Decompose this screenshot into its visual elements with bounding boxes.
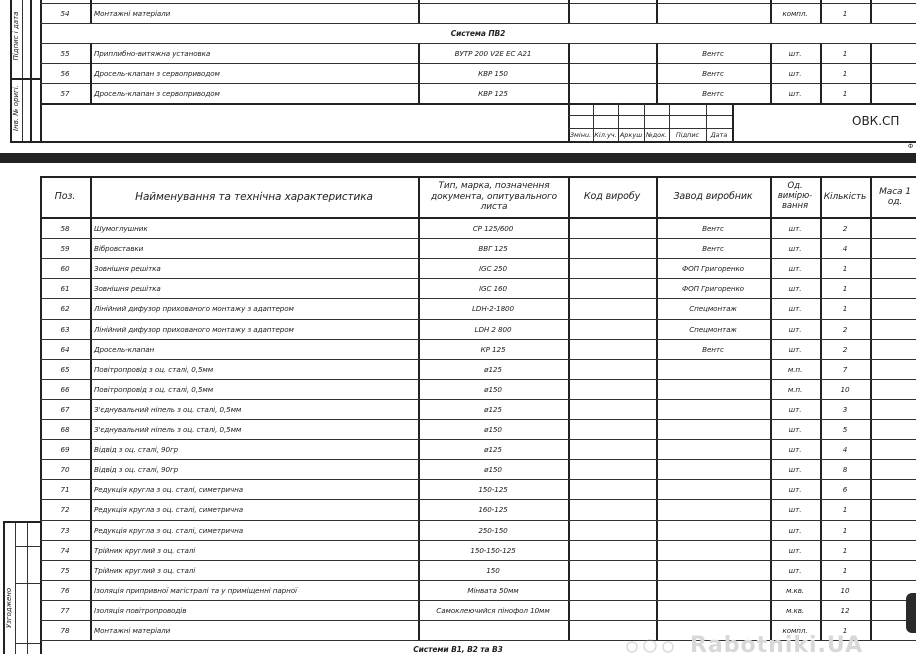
header-unit xyxy=(770,177,820,217)
row-qty: 1 xyxy=(842,505,848,515)
row-qty: 4 xyxy=(842,244,848,254)
row-unit: шт. xyxy=(788,224,802,234)
header-name: Найменування та технічна характеристика xyxy=(135,190,373,203)
col-line xyxy=(656,0,658,23)
top-sheet xyxy=(0,0,916,152)
section-heading: Система ПВ2 xyxy=(450,29,506,38)
col-line xyxy=(568,0,570,23)
watermark: Rabotniki.UA xyxy=(690,633,864,658)
row-name: Дросель-клапан з сервоприводом xyxy=(94,69,220,78)
row-pos: 71 xyxy=(60,485,70,495)
row-maker: Вентс xyxy=(702,89,724,98)
side-stamp-border xyxy=(30,0,32,141)
row-name: Ізоляція припривної магістралі та у приміщенні парної xyxy=(94,585,297,595)
header-pos: Поз. xyxy=(54,190,76,202)
row-unit: компл. xyxy=(782,9,808,18)
header-mass: Маса 1 од. xyxy=(879,186,911,207)
row-pos: 70 xyxy=(60,465,70,475)
row-maker xyxy=(656,561,770,580)
row-type: 150 xyxy=(486,565,500,575)
row-qty: 2 xyxy=(842,344,848,354)
row-unit: шт. xyxy=(788,545,802,555)
header-qty: Кількість xyxy=(823,191,867,202)
format-mark: Ф xyxy=(908,143,914,150)
row-type: IGC 250 xyxy=(478,264,507,274)
row-unit: м.п. xyxy=(787,364,803,374)
row-maker xyxy=(656,500,770,519)
row-qty: 5 xyxy=(842,425,848,435)
row-name: Відвід з оц. сталі, 90гр xyxy=(94,465,179,475)
stamp-approved-label: Узгоджено xyxy=(5,587,13,629)
row-qty: 1 xyxy=(842,89,848,98)
row-qty: 1 xyxy=(842,565,848,575)
row-maker xyxy=(656,541,770,560)
tb-label-signature: Підпис xyxy=(675,131,700,139)
stamp-line xyxy=(3,521,40,523)
row-maker: Вентс xyxy=(702,49,724,58)
row-qty: 2 xyxy=(842,224,848,234)
row-unit: шт. xyxy=(788,344,802,354)
row-type: IGC 160 xyxy=(478,284,507,294)
row-unit: м.кв. xyxy=(785,605,805,615)
row-name: Монтажні матеріали xyxy=(94,626,171,636)
row-qty: 1 xyxy=(842,545,848,555)
tb-label-count: Кіл.уч. xyxy=(594,131,617,139)
row-pos: 74 xyxy=(60,545,70,555)
row-maker: Вентс xyxy=(702,344,724,354)
row-pos: 54 xyxy=(60,9,70,18)
row-type: LDH-2-1800 xyxy=(472,304,514,314)
row-name: Трійник круглий з оц. сталі xyxy=(94,565,196,575)
row-qty: 6 xyxy=(842,485,848,495)
row-type: Самоклеючийся пінофол 10мм xyxy=(436,605,550,615)
row-unit: шт. xyxy=(788,304,802,314)
row-qty: 1 xyxy=(842,626,848,636)
row-pos: 73 xyxy=(60,525,70,535)
row-pos: 56 xyxy=(60,69,70,78)
row-type: ø150 xyxy=(484,425,502,435)
row-unit: компл. xyxy=(782,626,808,636)
side-stamp-signature-date: Підпис і дата xyxy=(12,11,20,61)
row-pos: 58 xyxy=(60,224,70,234)
row-qty: 8 xyxy=(842,465,848,475)
row-name: Зовнішня решітка xyxy=(94,284,161,294)
row-pos: 67 xyxy=(60,404,70,414)
tb-label-date: Дата xyxy=(710,131,728,139)
row-line xyxy=(40,103,916,105)
row-name: З'єднувальний ніпель з оц. сталі, 0,5мм xyxy=(94,404,242,414)
row-maker: ФОП Григоренко xyxy=(682,264,744,274)
row-type: 250-150 xyxy=(478,525,508,535)
row-qty: 10 xyxy=(840,585,850,595)
row-pos: 75 xyxy=(60,565,70,575)
row-pos: 72 xyxy=(60,505,70,515)
col-line xyxy=(418,0,420,23)
row-maker xyxy=(656,581,770,600)
stamp-line xyxy=(27,521,28,654)
row-unit: шт. xyxy=(788,505,802,515)
row-unit: шт. xyxy=(788,89,802,98)
row-type: ø125 xyxy=(484,404,502,414)
col-line xyxy=(568,176,570,640)
row-unit: шт. xyxy=(788,284,802,294)
col-line xyxy=(870,0,872,23)
side-stamp-divider xyxy=(22,0,23,141)
row-type: 160-125 xyxy=(478,505,508,515)
tb-line xyxy=(568,115,732,116)
row-name: Шумоглушник xyxy=(94,224,148,234)
row-type: КР 125 xyxy=(480,344,506,354)
row-unit: шт. xyxy=(788,244,802,254)
row-qty: 10 xyxy=(840,384,850,394)
row-unit: м.кв. xyxy=(785,585,805,595)
row-unit: шт. xyxy=(788,485,802,495)
row-qty: 3 xyxy=(842,404,848,414)
row-type: 150-150-125 xyxy=(470,545,516,555)
row-unit: м.п. xyxy=(787,384,803,394)
row-type xyxy=(418,621,568,640)
row-name: Повітропровід з оц. сталі, 0,5мм xyxy=(94,384,214,394)
sheet-bottom-line xyxy=(10,141,916,143)
scrollbar-handle[interactable] xyxy=(906,593,916,633)
row-type: КВР 150 xyxy=(478,69,508,78)
row-qty: 12 xyxy=(840,605,850,615)
row-pos: 76 xyxy=(60,585,70,595)
row-pos: 55 xyxy=(60,49,70,58)
tb-line xyxy=(732,103,734,141)
watermark-workers-icon xyxy=(620,638,680,654)
stamp-line xyxy=(15,583,40,584)
row-type: ВВГ 125 xyxy=(478,244,508,254)
row-type: СР 125/600 xyxy=(472,224,514,234)
row-pos: 77 xyxy=(60,605,70,615)
row-pos: 62 xyxy=(60,304,70,314)
row-pos: 60 xyxy=(60,264,70,274)
col-line xyxy=(870,176,872,640)
page-separator xyxy=(0,153,916,163)
row-type: LDH 2 800 xyxy=(474,324,512,334)
header-unit-line1: Од. вимірю- xyxy=(777,181,813,202)
row-name: З'єднувальний ніпель з оц. сталі, 0,5мм xyxy=(94,425,242,435)
row-name: Приплибно-витяжна установка xyxy=(94,49,211,58)
row-qty: 1 xyxy=(842,525,848,535)
row-pos: 66 xyxy=(60,384,70,394)
row-maker: Спецмонтаж xyxy=(689,324,737,334)
row-unit: шт. xyxy=(788,324,802,334)
row-unit: шт. xyxy=(788,425,802,435)
row-type: Мінвата 50мм xyxy=(467,585,519,595)
row-maker xyxy=(656,601,770,620)
row-name: Зовнішня решітка xyxy=(94,264,161,274)
section-heading: Системи В1, В2 та В3 xyxy=(413,644,503,654)
row-name: Вібровставки xyxy=(94,244,144,254)
row-pos: 63 xyxy=(60,324,70,334)
row-unit: шт. xyxy=(788,445,802,455)
row-pos: 57 xyxy=(60,89,70,98)
row-unit: шт. xyxy=(788,565,802,575)
header-type: Тип, марка, позначення документа, опитувального листа xyxy=(430,181,558,213)
row-maker: Вентс xyxy=(702,69,724,78)
row-name: Відвід з оц. сталі, 90гр xyxy=(94,445,179,455)
row-qty: 1 xyxy=(842,304,848,314)
tb-line xyxy=(568,128,732,129)
tb-label-docno: №док. xyxy=(645,131,668,139)
row-type: КВР 125 xyxy=(478,89,508,98)
bottom-sheet xyxy=(0,163,916,658)
row-name: Дросель-клапан з сервоприводом xyxy=(94,89,220,98)
row-pos: 65 xyxy=(60,364,70,374)
row-pos: 64 xyxy=(60,344,70,354)
row-pos: 69 xyxy=(60,445,70,455)
row-unit: шт. xyxy=(788,404,802,414)
row-unit: шт. xyxy=(788,49,802,58)
row-pos: 59 xyxy=(60,244,70,254)
row-pos: 68 xyxy=(60,425,70,435)
side-stamp-inventory-no: Інв. № оригі. xyxy=(12,85,20,131)
row-qty: 7 xyxy=(842,364,848,374)
row-name: Редукція кругла з оц. сталі, симетрична xyxy=(94,505,244,515)
stamp-line xyxy=(15,521,16,654)
row-qty: 1 xyxy=(842,69,848,78)
row-maker xyxy=(656,380,770,399)
header-maker: Завод виробник xyxy=(673,190,753,202)
row-maker xyxy=(656,521,770,540)
row-unit: шт. xyxy=(788,264,802,274)
row-qty: 1 xyxy=(842,264,848,274)
row-qty: 1 xyxy=(842,49,848,58)
row-type: ø125 xyxy=(484,445,502,455)
row-name: Повітропровід з оц. сталі, 0,5мм xyxy=(94,364,214,374)
row-qty: 1 xyxy=(842,284,848,294)
document-code: ОВК.СП xyxy=(852,114,900,128)
row-maker xyxy=(656,420,770,439)
row-maker xyxy=(656,360,770,379)
stamp-line xyxy=(15,643,40,644)
tb-label-sheet: Аркуш xyxy=(619,131,643,139)
row-maker: Вентс xyxy=(702,224,724,234)
header-unit-line2: вання xyxy=(782,200,808,211)
row-qty: 4 xyxy=(842,445,848,455)
row-maker: ФОП Григоренко xyxy=(682,284,744,294)
row-qty: 2 xyxy=(842,324,848,334)
row-name: Ізоляція повітропроводів xyxy=(94,605,187,615)
header-code: Код виробу xyxy=(583,190,641,202)
col-line xyxy=(870,43,872,103)
row-name: Трійник круглий з оц. сталі xyxy=(94,545,196,555)
row-type: ø150 xyxy=(484,384,502,394)
stamp-line xyxy=(15,546,40,547)
row-qty: 1 xyxy=(842,9,848,18)
row-name: Дросель-клапан xyxy=(94,344,155,354)
row-maker: Вентс xyxy=(702,244,724,254)
row-name: Редукція кругла з оц. сталі, симетрична xyxy=(94,525,244,535)
row-name: Лінійний дифузор прихованого монтажу з адаптером xyxy=(94,324,294,334)
tb-label-changes: Змінu. xyxy=(569,131,592,139)
row-name: Лінійний дифузор прихованого монтажу з адаптером xyxy=(94,304,294,314)
row-pos: 78 xyxy=(60,626,70,636)
row-maker xyxy=(656,440,770,459)
row-type: 150-125 xyxy=(478,485,508,495)
row-unit: шт. xyxy=(788,525,802,535)
row-maker xyxy=(656,480,770,499)
row-maker xyxy=(656,460,770,479)
row-name: Монтажні матеріали xyxy=(94,9,171,18)
row-unit: шт. xyxy=(788,465,802,475)
row-type: ø150 xyxy=(484,465,502,475)
row-name: Редукція кругла з оц. сталі, симетрична xyxy=(94,485,244,495)
col-line xyxy=(568,43,570,103)
row-maker: Спецмонтаж xyxy=(689,304,737,314)
row-unit: шт. xyxy=(788,69,802,78)
row-type: ВУТР 200 V2E EC A21 xyxy=(454,49,532,58)
row-pos: 61 xyxy=(60,284,70,294)
side-stamp-sep xyxy=(10,78,40,80)
row-type: ø125 xyxy=(484,364,502,374)
row-maker xyxy=(656,400,770,419)
